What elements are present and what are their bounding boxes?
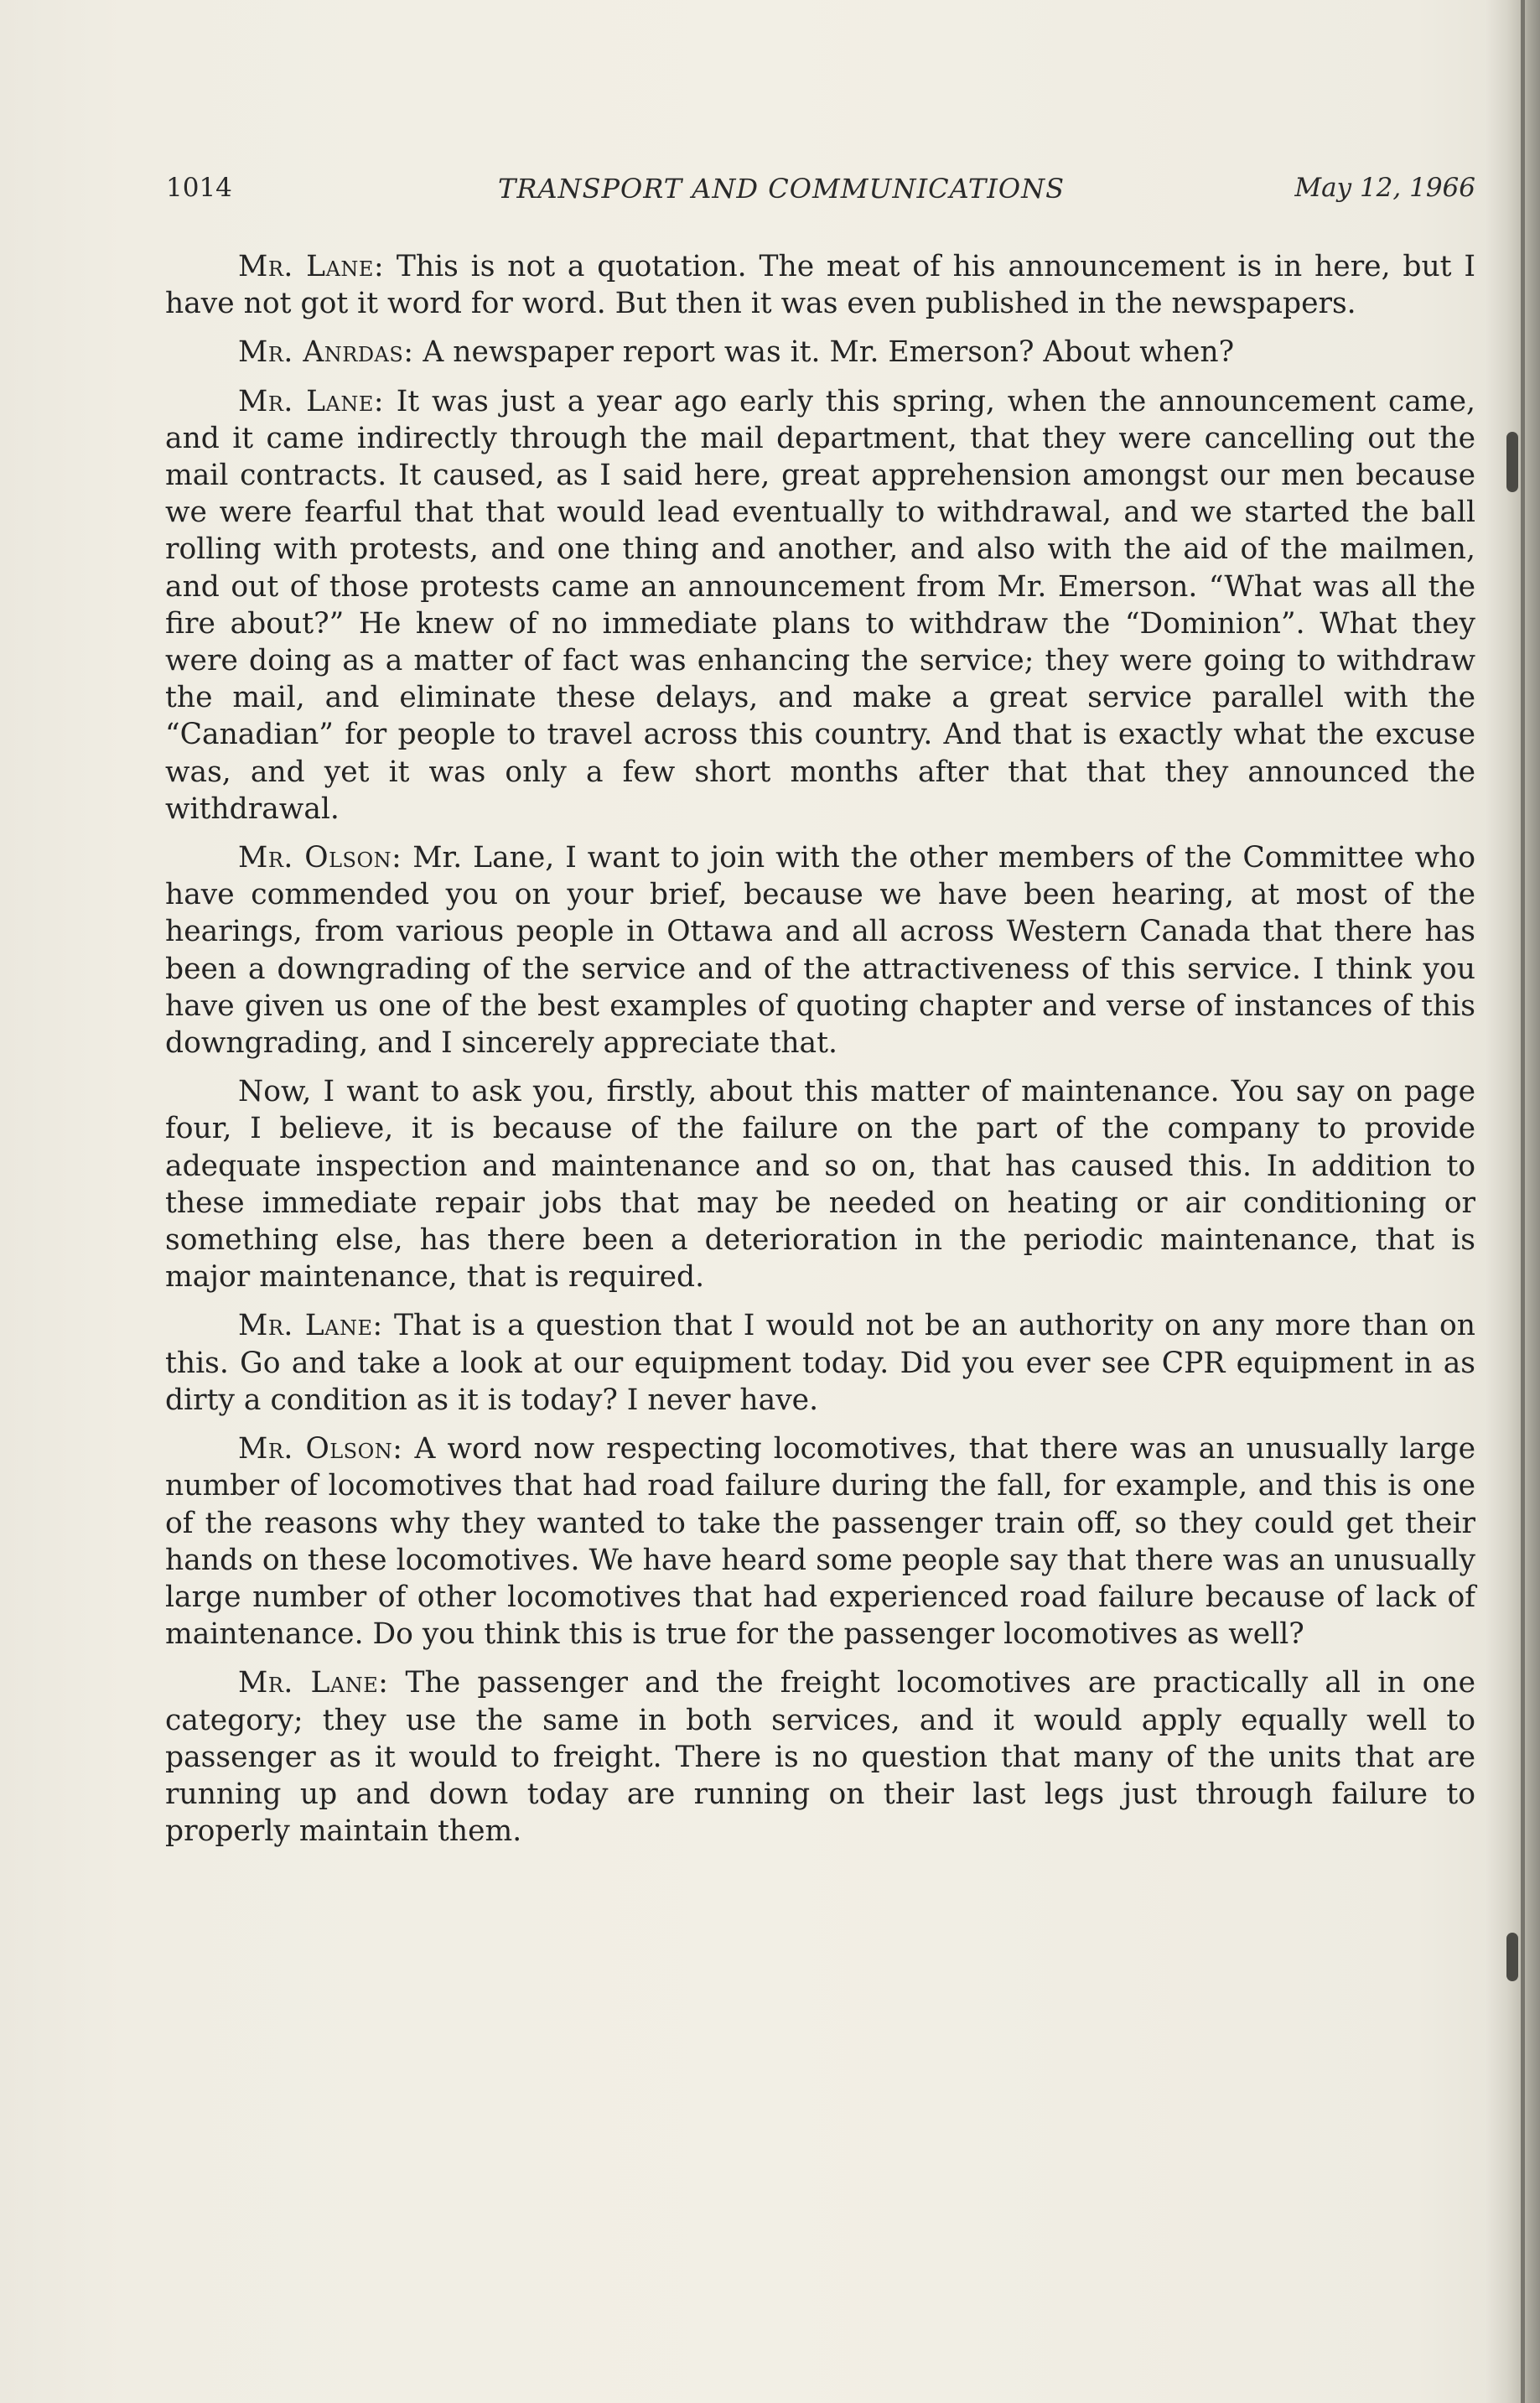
paragraph — [165, 839, 1475, 1061]
paragraph-text: A word now respecting locomotives, that there was an unusually large number of locomotives that had road failure during the fall, for example, and this is one of the reasons why they wanted to take the passenger train off, so they could get their hands on these locomotives. We have heard some people say that there was an unusually large number of other locomotives that had experienced road failure because of lack of maintenance. Do you think this is true for the passenger locomotives as well? — [165, 1432, 1475, 1652]
speaker-name: Mr. Olson: — [238, 841, 402, 875]
page-number: 1014 — [166, 173, 232, 203]
paragraph-text: A newspaper report was it. Mr. Emerson? About when? — [413, 335, 1235, 370]
speaker-name: Mr. Anrdas: — [238, 335, 414, 370]
paragraph — [165, 1307, 1475, 1419]
binding-mark — [1506, 1933, 1518, 1981]
paragraph — [165, 1664, 1475, 1850]
speaker-name: Mr. Lane: — [238, 250, 385, 283]
running-title: TRANSPORT AND COMMUNICATIONS — [498, 173, 1066, 205]
running-date: May 12, 1966 — [1294, 173, 1475, 203]
paragraph-text: The passenger and the freight locomotives are practically all in one category; they use the same in both services, and it would apply equally well to passenger as it would to freight. There is no question that many of the units that are running up and down today are running on their last legs just through failure to properly maintain them. — [165, 1666, 1475, 1849]
paragraph — [165, 248, 1475, 322]
page-header — [166, 173, 1475, 213]
speaker-name: Mr. Olson: — [238, 1432, 403, 1466]
paragraph — [165, 1430, 1475, 1653]
speaker-name: Mr. Lane: — [238, 384, 385, 418]
paragraph — [165, 1073, 1475, 1295]
binding-edge — [1521, 0, 1525, 2403]
paragraph — [165, 334, 1475, 371]
transcript-body — [165, 248, 1475, 1861]
paragraph-text: That is a question that I would not be an authority on any more than on this. Go and take a look at our equipment today. Did you ever see CPR equipment in as dirty a condition as it is today? I never have. — [165, 1309, 1475, 1417]
page-gutter — [1485, 0, 1540, 2403]
paragraph-text: It was just a year ago early this spring, when the announcement came, and it came indirectly through the mail department, that they were cancelling out the mail contracts. It caused, as I said here, great apprehension amongst our men because we were fearful that that would lead eventually to withdrawal, and we started the ball rolling with protests, and one thing and another, and also with the aid of the mailmen, and out of those protests came an announcement from Mr. Emerson. “What was all the fire about?” He knew of no immediate plans to withdraw the “Dominion”. What they were doing as a matter of fact was enhancing the service; they were going to withdraw the mail, and eliminate these delays, and make a great service parallel with the “Canadian” for people to travel across this country. And that is exactly what the excuse was, and yet it was only a few short months after that that they announced the withdrawal. — [165, 384, 1476, 826]
speaker-name: Mr. Lane: — [238, 1666, 389, 1700]
paragraph — [165, 383, 1475, 828]
paragraph-text: Mr. Lane, I want to join with the other members of the Committee who have commended you on your brief, because we have been hearing, at most of the hearings, from various people in Ottawa and all across Western Canada that there has been a downgrading of the service and of the attractiveness of this service. I think you have given us one of the best examples of quoting chapter and verse of instances of this downgrading, and I sincerely appreciate that. — [165, 841, 1476, 1061]
binding-mark — [1506, 432, 1518, 492]
speaker-name: Mr. Lane: — [238, 1309, 383, 1343]
paragraph-text: Now, I want to ask you, firstly, about this matter of maintenance. You say on page four, I believe, it is because of the failure on the part of the company to provide adequate inspection and maintenance and so on, that has caused this. In addition to these immediate repair jobs that may be needed on heating or air conditioning or something else, has there been a deterioration in the periodic maintenance, that is major maintenance, that is required. — [165, 1075, 1475, 1295]
paragraph-text: This is not a quotation. The meat of his announcement is in here, but I have not got it word for word. But then it was even published in the newspapers. — [165, 250, 1475, 321]
